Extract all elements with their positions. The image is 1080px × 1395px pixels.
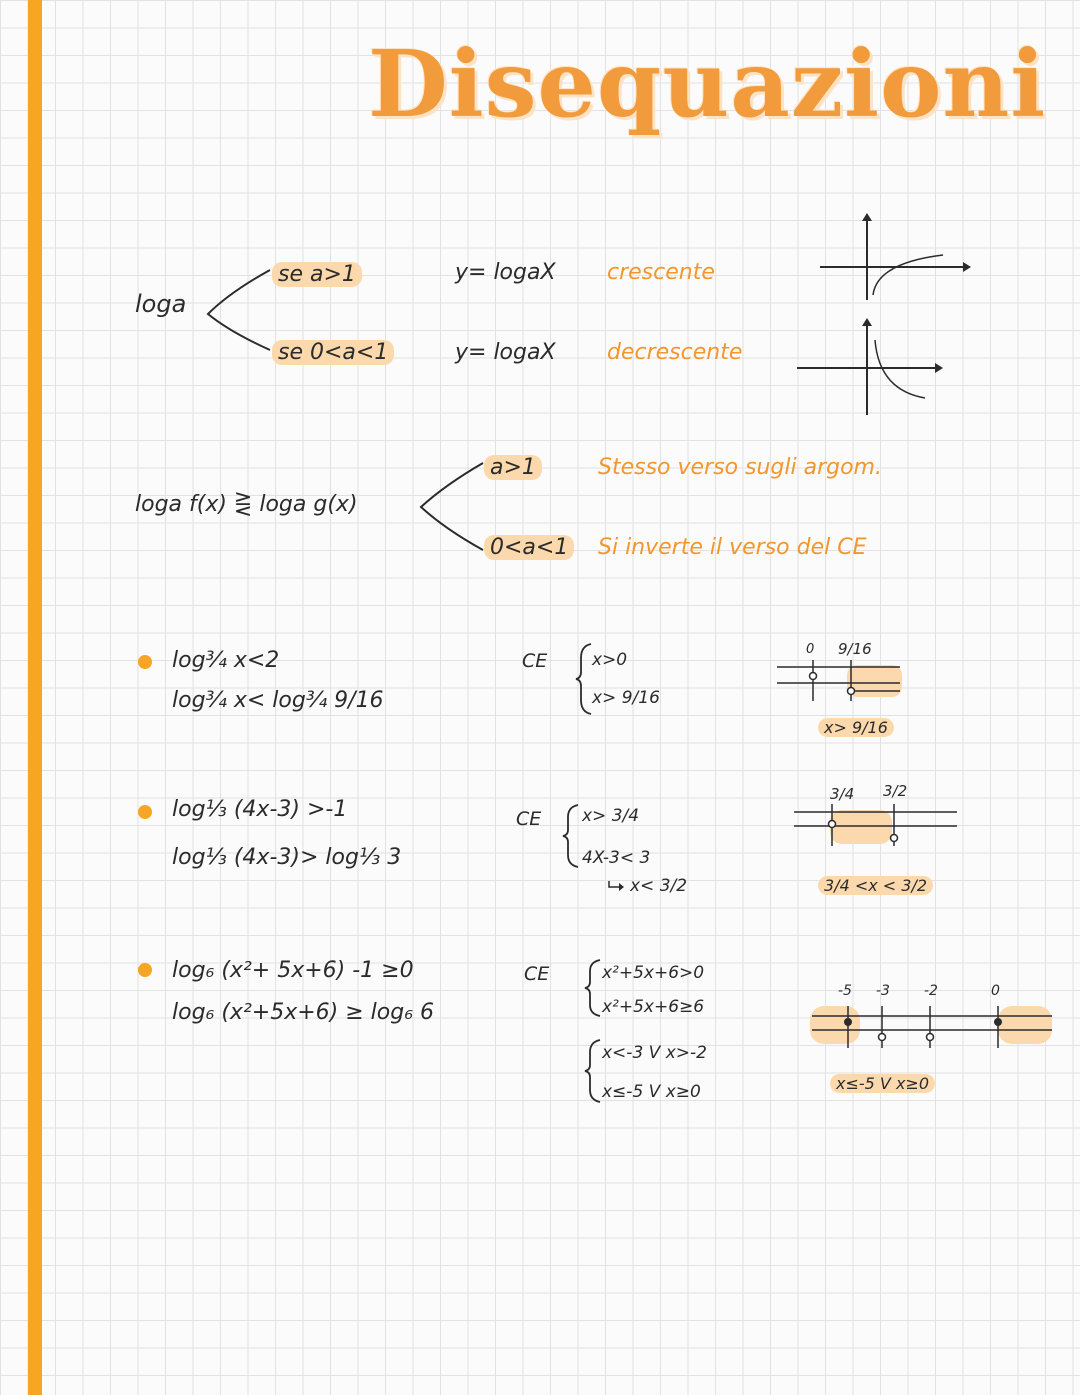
ex2-line1: log⅓ (4x-3) >-1 bbox=[172, 797, 348, 822]
case2-behaviour: decrescente bbox=[607, 340, 743, 365]
branch-bracket-2 bbox=[415, 455, 490, 555]
ex3-axis-label-1: -3 bbox=[876, 983, 890, 999]
ex3-line2: log₆ (x²+5x+6) ≥ log₆ 6 bbox=[172, 1000, 435, 1025]
rule2-text: Si inverte il verso del CE bbox=[598, 535, 867, 560]
ex2-ce-label: CE bbox=[516, 808, 542, 830]
ex2-ce2: 4X-3< 3 bbox=[582, 848, 651, 868]
case1-behaviour: crescente bbox=[607, 260, 715, 285]
ex1-axis-label-1: 9/16 bbox=[838, 640, 872, 658]
ex3-sol1: x<-3 V x>-2 bbox=[602, 1043, 707, 1063]
ex2-arrow-icon bbox=[607, 879, 625, 893]
ex2-axis-label-0: 3/4 bbox=[830, 785, 855, 803]
general-inequality: loga f(x) ⋛ loga g(x) bbox=[135, 492, 358, 517]
bullet-1 bbox=[138, 655, 152, 669]
ex1-ce-label: CE bbox=[522, 650, 548, 672]
ex1-line2: log¾ x< log¾ 9/16 bbox=[172, 688, 384, 713]
ex3-system-brace-1 bbox=[584, 958, 604, 1018]
ex3-axis-label-2: -2 bbox=[924, 983, 938, 999]
margin-bar bbox=[28, 0, 42, 1395]
ex2-result: 3/4 <x < 3/2 bbox=[818, 876, 933, 895]
ex2-axis-label-1: 3/2 bbox=[883, 782, 908, 800]
branch-bracket-1 bbox=[200, 262, 280, 352]
ex1-line1: log¾ x<2 bbox=[172, 648, 280, 673]
ex2-ce3: x< 3/2 bbox=[630, 876, 688, 896]
ex3-axis-label-3: 0 bbox=[991, 983, 1000, 999]
case1-condition: se a>1 bbox=[272, 262, 362, 287]
ex1-ce1: x>0 bbox=[592, 650, 628, 670]
case1-function: y= logaX bbox=[455, 260, 556, 285]
case2-function: y= logaX bbox=[455, 340, 556, 365]
loga-root: loga bbox=[135, 290, 187, 318]
page-title: Disequazioni bbox=[368, 30, 1047, 138]
decreasing-log-graph bbox=[795, 320, 945, 420]
rule1-condition: a>1 bbox=[484, 455, 542, 480]
ex3-system-brace-2 bbox=[584, 1038, 604, 1104]
ex2-line2: log⅓ (4x-3)> log⅓ 3 bbox=[172, 845, 402, 870]
bullet-2 bbox=[138, 805, 152, 819]
case2-condition: se 0<a<1 bbox=[272, 340, 394, 365]
ex1-sign-chart bbox=[775, 655, 905, 703]
ex2-sign-chart bbox=[792, 800, 962, 850]
ex1-axis-label-0: 0 bbox=[806, 642, 815, 657]
ex2-ce1: x> 3/4 bbox=[582, 806, 640, 826]
ex3-axis-label-0: -5 bbox=[838, 983, 852, 999]
ex3-ce1: x²+5x+6>0 bbox=[602, 963, 705, 983]
ex3-ce-label: CE bbox=[524, 963, 550, 985]
ex3-result: x≤-5 V x≥0 bbox=[830, 1074, 935, 1093]
increasing-log-graph bbox=[815, 215, 970, 305]
ex2-system-brace bbox=[562, 803, 582, 869]
ex3-sol2: x≤-5 V x≥0 bbox=[602, 1082, 701, 1102]
ex1-result: x> 9/16 bbox=[818, 718, 894, 737]
ex3-ce2: x²+5x+6≥6 bbox=[602, 997, 705, 1017]
rule1-text: Stesso verso sugli argom. bbox=[598, 455, 882, 480]
bullet-3 bbox=[138, 963, 152, 977]
ex3-sign-chart bbox=[808, 1000, 1058, 1052]
rule2-condition: 0<a<1 bbox=[484, 535, 574, 560]
ex3-line1: log₆ (x²+ 5x+6) -1 ≥0 bbox=[172, 958, 414, 983]
ex1-ce2: x> 9/16 bbox=[592, 688, 660, 708]
